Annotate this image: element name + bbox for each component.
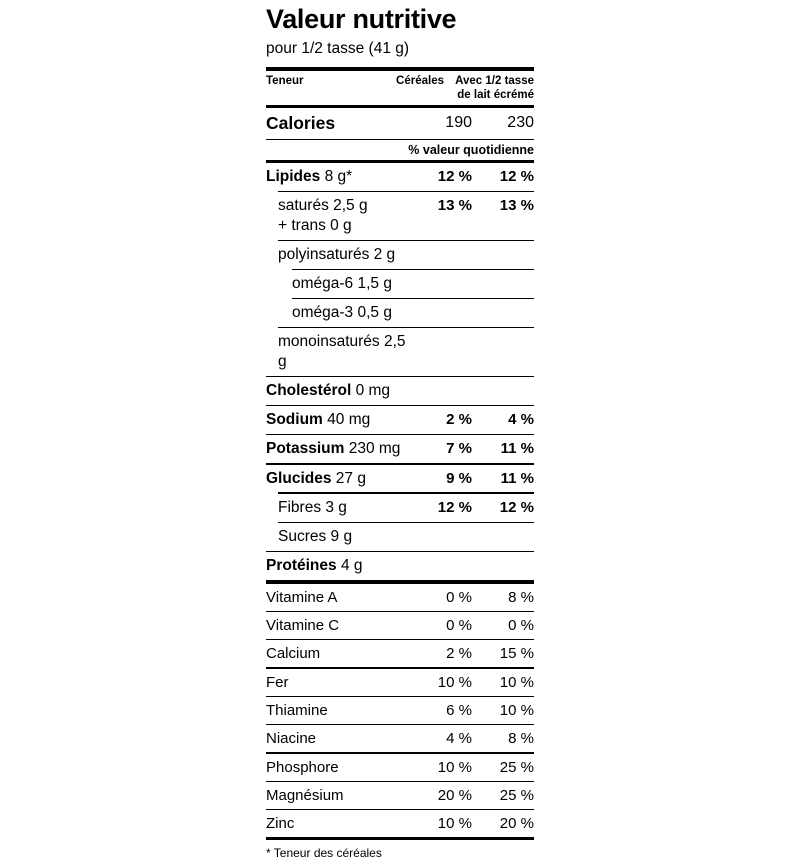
nutrient-name xyxy=(266,439,414,459)
vitamin-name: Fer xyxy=(266,673,289,691)
vitamin-row xyxy=(266,584,534,611)
nutrient-amount-text: saturés 2,5 g xyxy=(278,196,368,214)
nutrient-row xyxy=(266,523,534,551)
calories-with-milk-value: 230 xyxy=(507,113,534,131)
nutrient-cereal-value: 9 % xyxy=(446,469,472,487)
vitamin-rows-container xyxy=(266,584,534,837)
nutrient-name-bold: Lipides xyxy=(266,167,321,185)
nutrient-with-milk-value xyxy=(472,245,534,246)
vitamin-row xyxy=(266,697,534,724)
vitamin-cereal-value: 0 % xyxy=(446,617,472,635)
vitamin-row xyxy=(266,782,534,809)
nutrient-row xyxy=(266,270,534,298)
nutrient-row xyxy=(266,328,534,376)
vitamin-cereal-value: 2 % xyxy=(446,645,472,663)
amount-header: Teneur xyxy=(266,74,304,87)
vitamin-with-milk-value: 10 % xyxy=(499,673,534,691)
vitamin-with-milk-value: 25 % xyxy=(499,758,534,776)
vitamin-name: Vitamine A xyxy=(266,588,338,606)
vitamin-row xyxy=(266,725,534,752)
nutrient-with-milk-value xyxy=(472,556,534,557)
nutrient-name xyxy=(266,332,414,372)
nutrient-name xyxy=(266,410,414,430)
nutrient-amount-text: 27 g xyxy=(331,469,366,487)
calories-label: Calories xyxy=(266,112,336,133)
nutrient-amount-text: Fibres 3 g xyxy=(278,498,347,516)
nutrient-name-bold: Cholestérol xyxy=(266,382,352,400)
calories-cereal-value: 190 xyxy=(445,113,472,131)
vitamin-with-milk-value: 8 % xyxy=(508,730,534,748)
nutrient-amount-text: monoinsaturés 2,5 g xyxy=(278,333,406,371)
nutrient-with-milk-value: 13 % xyxy=(499,196,534,214)
vitamin-cereal-value: 0 % xyxy=(446,588,472,606)
column-header-row xyxy=(266,71,534,106)
nutrient-amount-text: oméga-3 0,5 g xyxy=(292,304,392,322)
with-milk-column-header xyxy=(444,74,534,103)
nutrient-with-milk-value: 12 % xyxy=(499,167,534,185)
vitamin-name: Magnésium xyxy=(266,786,344,804)
nutrient-row xyxy=(266,192,534,240)
vitamin-cereal-value: 10 % xyxy=(437,758,472,776)
nutrient-cereal-value xyxy=(414,381,472,382)
nutrient-cereal-value xyxy=(414,274,472,275)
nutrient-row xyxy=(266,435,534,463)
vitamin-with-milk-value: 25 % xyxy=(499,786,534,804)
nutrient-row xyxy=(266,299,534,327)
nutrient-row xyxy=(266,552,534,580)
nutrient-amount-text: 40 mg xyxy=(322,411,371,429)
vitamin-name: Niacine xyxy=(266,730,317,748)
nutrient-row xyxy=(266,406,534,434)
serving-size: pour 1/2 tasse (41 g) xyxy=(266,40,410,57)
vitamin-cereal-value: 4 % xyxy=(446,730,472,748)
nutrient-with-milk-value: 11 % xyxy=(500,469,534,487)
vitamin-row xyxy=(266,810,534,837)
nutrient-cereal-value: 2 % xyxy=(446,411,472,429)
nutrient-name-bold: Potassium xyxy=(266,440,345,458)
nutrient-name xyxy=(266,245,414,265)
nutrient-name xyxy=(266,381,414,401)
nutrient-rows-container xyxy=(266,163,534,580)
nutrient-name-bold: Protéines xyxy=(266,556,337,574)
nutrient-cereal-value xyxy=(414,245,472,246)
vitamin-name: Thiamine xyxy=(266,702,328,719)
nutrient-cereal-value: 12 % xyxy=(437,167,472,185)
vitamin-cereal-value: 10 % xyxy=(437,673,472,691)
nutrient-cereal-value xyxy=(414,303,472,304)
vitamin-row xyxy=(266,640,534,667)
nutrient-cereal-value xyxy=(414,332,472,333)
nutrient-row xyxy=(266,465,534,493)
nutrient-amount-text: 4 g xyxy=(336,556,363,574)
nutrient-amount-text: 0 mg xyxy=(351,382,391,400)
nutrient-name xyxy=(266,498,414,518)
page-title: Valeur nutritive xyxy=(266,4,457,34)
vitamin-with-milk-value: 20 % xyxy=(499,815,534,833)
vitamin-name: Calcium xyxy=(266,645,321,663)
vitamin-row xyxy=(266,754,534,781)
nutrient-cereal-value: 12 % xyxy=(437,498,472,516)
nutrient-name xyxy=(266,167,414,187)
nutrient-amount-text: polyinsaturés 2 g xyxy=(278,245,396,263)
nutrient-cereal-value: 13 % xyxy=(437,196,472,214)
nutrient-name xyxy=(266,556,414,576)
daily-value-header: % valeur quotidienne xyxy=(408,143,534,158)
vitamin-name: Zinc xyxy=(266,815,295,833)
nutrient-cereal-value: 7 % xyxy=(446,440,472,458)
vitamin-with-milk-value: 8 % xyxy=(508,588,534,606)
nutrient-cereal-value xyxy=(414,556,472,557)
nutrient-name xyxy=(266,469,414,489)
vitamin-row xyxy=(266,669,534,696)
nutrient-name xyxy=(266,303,414,323)
nutrient-amount-text: 230 mg xyxy=(344,440,401,458)
nutrient-amount-text: oméga-6 1,5 g xyxy=(292,275,392,293)
nutrient-with-milk-value xyxy=(472,274,534,275)
nutrient-with-milk-value: 4 % xyxy=(508,411,534,429)
nutrient-with-milk-value xyxy=(472,381,534,382)
nutrient-amount-text: Sucres 9 g xyxy=(278,527,353,545)
nutrition-facts-label xyxy=(266,0,534,860)
calories-row xyxy=(266,108,534,139)
vitamin-row xyxy=(266,612,534,639)
vitamin-name: Phosphore xyxy=(266,758,339,776)
vitamin-cereal-value: 10 % xyxy=(437,815,472,833)
nutrient-name xyxy=(266,274,414,294)
nutrient-with-milk-value xyxy=(472,332,534,333)
nutrient-amount-text: 8 g* xyxy=(320,167,353,185)
nutrient-name-bold: Sodium xyxy=(266,411,323,429)
nutrient-name xyxy=(266,196,414,236)
nutrient-row xyxy=(266,241,534,269)
vitamin-with-milk-value: 10 % xyxy=(499,702,534,719)
nutrient-row xyxy=(266,377,534,405)
nutrient-with-milk-value: 12 % xyxy=(499,498,534,516)
nutrient-row xyxy=(266,163,534,191)
with-milk-header-line2: de lait écrémé xyxy=(457,88,534,101)
nutrient-row xyxy=(266,494,534,522)
vitamin-cereal-value: 20 % xyxy=(437,786,472,804)
vitamin-name: Vitamine C xyxy=(266,617,340,635)
nutrient-name xyxy=(266,527,414,547)
nutrient-cereal-value xyxy=(414,527,472,528)
nutrient-name-bold: Glucides xyxy=(266,469,332,487)
nutrient-with-milk-value xyxy=(472,303,534,304)
vitamin-cereal-value: 6 % xyxy=(446,702,472,719)
nutrient-with-milk-value: 11 % xyxy=(500,440,534,458)
vitamin-with-milk-value: 0 % xyxy=(508,617,534,635)
with-milk-header-line1: Avec 1/2 tasse xyxy=(455,74,534,87)
footnote: * Teneur des céréales xyxy=(266,845,382,860)
cereal-column-header: Céréales xyxy=(396,74,444,87)
nutrient-with-milk-value xyxy=(472,527,534,528)
vitamin-with-milk-value: 15 % xyxy=(499,645,534,663)
nutrient-amount-text-line2: + trans 0 g xyxy=(278,216,352,234)
